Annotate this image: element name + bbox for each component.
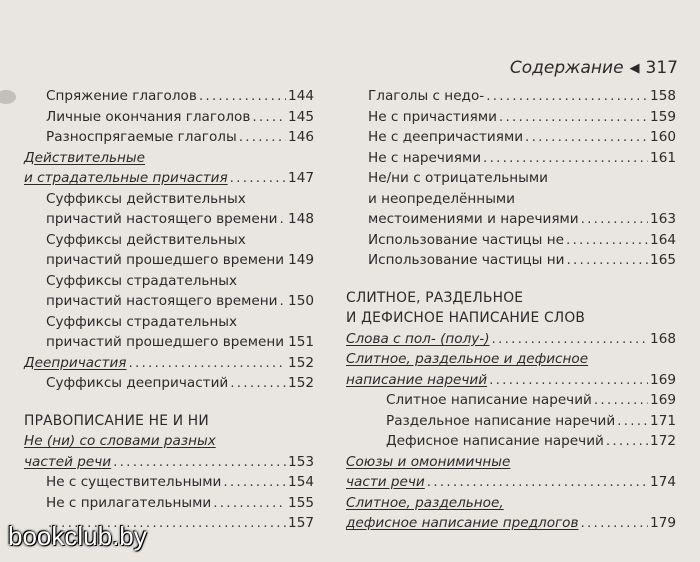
toc-entry-label: части речи — [346, 474, 425, 490]
toc-entry-page: 154 — [288, 474, 314, 490]
section-heading-text: И ДЕФИСНОЕ НАПИСАНИЕ СЛОВ — [346, 310, 586, 326]
toc-entry[interactable] — [24, 353, 314, 374]
toc-entry-page: 159 — [650, 108, 676, 125]
toc-entry[interactable] — [346, 370, 676, 391]
toc-entry-label: Слитное, раздельное и дефисное — [346, 351, 589, 367]
toc-entry[interactable] — [24, 107, 314, 128]
toc-entry-label: Слитное, раздельное, — [346, 494, 504, 511]
toc-entry[interactable] — [24, 86, 314, 107]
toc-entry-page: 147 — [288, 170, 314, 186]
section-heading — [346, 308, 676, 329]
toc-entry-label: причастий прошедшего времени — [46, 252, 285, 268]
dot-leader — [499, 107, 648, 128]
dot-leader — [566, 230, 648, 251]
toc-entry-label: Союзы и омонимичные — [346, 453, 511, 470]
toc-entry-page: 148 — [288, 211, 314, 227]
toc-right-column — [346, 86, 676, 534]
toc-entry-label: Суффиксы действительных — [46, 231, 246, 248]
toc-entry[interactable] — [346, 472, 676, 493]
toc-entry-label: Не с существительными — [46, 474, 222, 490]
toc-entry-page: 157 — [288, 515, 314, 531]
toc-entry-page: 160 — [650, 129, 676, 145]
watermark: bookclub.by — [8, 521, 147, 551]
toc-entry-page: 165 — [650, 252, 676, 268]
toc-entry[interactable] — [346, 411, 676, 432]
dot-leader — [280, 291, 287, 312]
toc-entry-label: Деепричастия — [24, 354, 127, 371]
toc-entry-label: Суффиксы действительных — [46, 190, 246, 207]
toc-entry-label: Не с деепричастиями — [368, 129, 524, 145]
header-page-number: 317 — [645, 58, 678, 78]
toc-entry-label: дефисное написание предлогов — [346, 515, 579, 531]
dot-leader — [223, 472, 286, 493]
toc-entry-label: причастий настоящего времени — [46, 293, 278, 309]
dot-leader — [252, 107, 286, 128]
page-edge-mark — [0, 90, 16, 104]
toc-entry-label: местоимениями и наречиями — [368, 211, 579, 227]
toc-entry-label: Действительные — [24, 149, 146, 166]
toc-entry-page: 149 — [288, 252, 315, 268]
toc-entry-label: и неопределёнными — [368, 190, 516, 207]
toc-entry-line — [24, 148, 314, 169]
toc-entry-line — [24, 189, 314, 210]
dot-leader — [594, 390, 648, 411]
dot-leader — [566, 250, 648, 271]
toc-left-column — [24, 86, 314, 534]
toc-entry[interactable] — [346, 107, 676, 128]
section-heading-text: СЛИТНОЕ, РАЗДЕЛЬНОЕ — [346, 289, 524, 306]
section-gap — [346, 271, 676, 288]
toc-entry-label: Использование частицы не — [368, 231, 564, 248]
dot-leader — [581, 513, 649, 534]
toc-entry[interactable] — [24, 332, 314, 353]
toc-entry-page: 174 — [650, 474, 676, 490]
toc-entry-page: 164 — [650, 231, 676, 248]
toc-entry-page: 169 — [650, 392, 676, 408]
toc-entry-label: Не/ни с отрицательными — [368, 170, 548, 186]
dot-leader — [581, 209, 648, 230]
toc-entry-line — [24, 271, 314, 292]
toc-entry-label: и страдательные причастия — [24, 170, 228, 186]
running-header — [510, 58, 678, 78]
toc-entry-label: Не с прилагательными — [46, 494, 212, 511]
toc-entry-label: Слитное написание наречий — [386, 392, 592, 408]
dot-leader — [239, 127, 286, 148]
dot-leader — [230, 373, 286, 394]
toc-entry-label: Суффиксы деепричастий — [46, 375, 229, 391]
toc-entry[interactable] — [24, 472, 314, 493]
toc-entry[interactable] — [346, 148, 676, 169]
toc-entry-label: написание наречий — [346, 371, 488, 388]
toc-entry-label: Не с наречиями — [368, 149, 482, 166]
toc-entry[interactable] — [24, 250, 314, 271]
toc-entry-line — [24, 312, 314, 333]
dot-leader — [427, 472, 648, 493]
toc-entry-line — [24, 230, 314, 251]
section-heading — [346, 288, 676, 309]
dot-leader — [230, 168, 286, 189]
toc-entry[interactable] — [24, 291, 314, 312]
toc-entry-label: Глаголы с недо- — [368, 88, 485, 104]
dot-leader — [525, 127, 648, 148]
toc-entry-page: 150 — [288, 293, 314, 309]
dot-leader — [128, 353, 286, 374]
toc-entry-line — [346, 452, 676, 473]
dot-leader — [483, 148, 648, 169]
toc-entry[interactable] — [346, 209, 676, 230]
section-gap — [24, 394, 314, 411]
toc-entry[interactable] — [346, 86, 676, 107]
toc-entry[interactable] — [24, 168, 314, 189]
toc-entry-label: Использование частицы ни — [368, 252, 565, 268]
toc-entry[interactable] — [346, 390, 676, 411]
toc-entry-line — [346, 493, 676, 514]
toc-entry-page: 158 — [650, 88, 676, 104]
triangle-left-icon: ◀ — [629, 60, 640, 76]
toc-entry-page: 161 — [650, 149, 676, 166]
toc-entry-label: Суффиксы страдательных — [46, 272, 238, 289]
toc-entry[interactable] — [24, 373, 314, 394]
dot-leader — [199, 86, 286, 107]
toc-entry[interactable] — [346, 127, 676, 148]
toc-entry[interactable] — [24, 452, 314, 473]
toc-entry-line — [24, 431, 314, 452]
toc-entry-page: 151 — [288, 334, 315, 350]
toc-entry-page: 171 — [650, 412, 676, 429]
toc-entry-line — [346, 189, 676, 210]
toc-entry-label: Не (ни) со словами разных — [24, 433, 216, 449]
toc-entry-page: 145 — [288, 108, 314, 125]
toc-entry-label: Раздельное написание наречий — [386, 412, 616, 429]
toc-entry-page: 155 — [288, 494, 314, 511]
toc-entry-label: Дефисное написание наречий — [386, 433, 604, 449]
toc-entry-line — [346, 168, 676, 189]
toc-entry-page: 172 — [650, 433, 676, 449]
toc-entry-page: 146 — [288, 129, 314, 145]
toc-entry[interactable] — [346, 329, 676, 350]
section-heading — [24, 411, 314, 432]
dot-leader — [606, 431, 648, 452]
toc-entry-label: причастий настоящего времени — [46, 211, 278, 227]
toc-entry[interactable] — [346, 513, 676, 534]
toc-entry-line — [346, 349, 676, 370]
toc-entry-label: причастий прошедшего времени — [46, 334, 285, 350]
toc-entry-page: 179 — [650, 515, 676, 531]
toc-entry[interactable] — [346, 431, 676, 452]
dot-leader — [486, 86, 648, 107]
toc-entry[interactable] — [24, 209, 314, 230]
dot-leader — [492, 329, 649, 350]
toc-entry[interactable] — [24, 127, 314, 148]
toc-entry-page: 169 — [650, 371, 676, 388]
toc-entry-page: 153 — [288, 453, 314, 470]
toc-entry-page: 152 — [288, 375, 314, 391]
toc-entry-page: 144 — [288, 88, 314, 104]
dot-leader — [489, 370, 648, 391]
toc-entry[interactable] — [24, 493, 314, 514]
toc-entry-label: Личные окончания глаголов — [46, 108, 251, 125]
toc-entry-label: Разноспрягаемые глаголы — [46, 129, 237, 145]
toc-entry[interactable] — [346, 230, 676, 251]
toc-entry-label: частей речи — [24, 453, 112, 470]
dot-leader — [213, 493, 286, 514]
toc-entry[interactable] — [346, 250, 676, 271]
dot-leader — [617, 411, 648, 432]
toc-entry-page: 163 — [650, 211, 676, 227]
toc-entry-label: Спряжение глаголов — [46, 88, 197, 104]
dot-leader — [280, 209, 287, 230]
toc-entry-label: Не с причастиями — [368, 108, 497, 125]
toc-entry-label: Слова с пол- (полу-) — [346, 330, 490, 347]
toc-entry-page: 168 — [650, 330, 676, 347]
section-heading-text: ПРАВОПИСАНИЕ НЕ И НИ — [24, 412, 209, 429]
toc-entry-page: 152 — [288, 354, 314, 371]
dot-leader — [113, 452, 286, 473]
toc-entry-label: Суффиксы страдательных — [46, 313, 238, 330]
header-title: Содержание — [509, 58, 624, 78]
